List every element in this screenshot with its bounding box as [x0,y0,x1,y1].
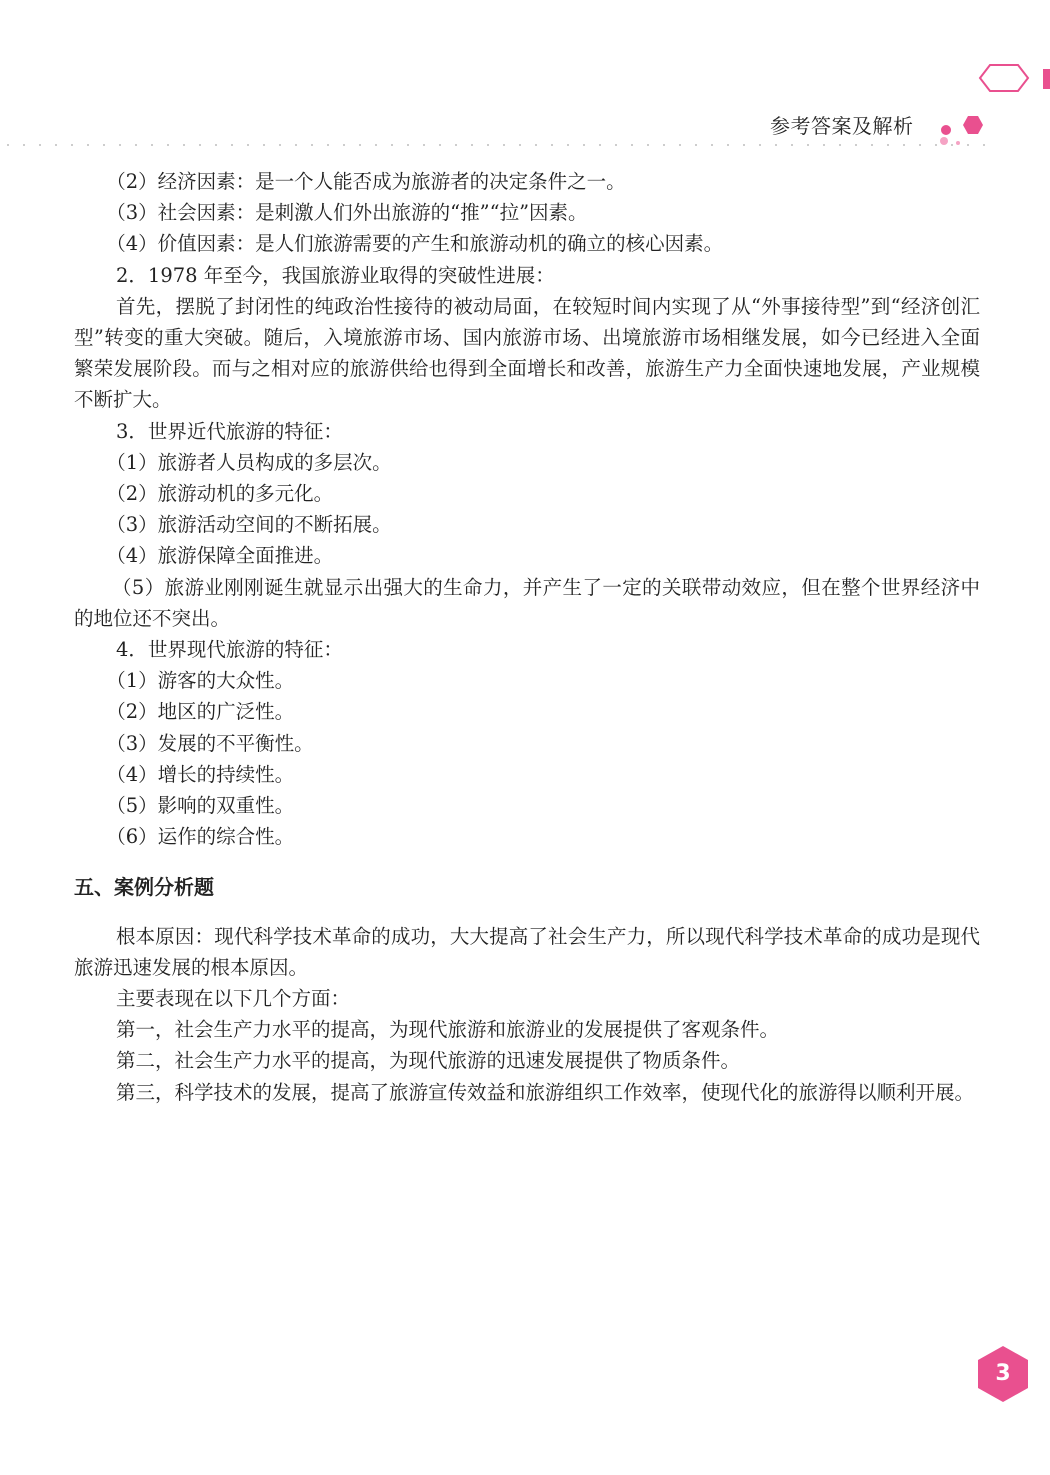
paragraph: （3）社会因素：是刺激人们外出旅游的“推”“拉”因素。 [106,201,588,225]
list-item: （2）旅游动机的多元化。 [106,482,334,506]
question-heading: 2．1978 年至今，我国旅游业取得的突破性进展： [116,263,555,287]
section-title: 五、案例分析题 [74,875,214,900]
question-heading: 3．世界近代旅游的特征： [116,419,343,443]
list-item: （4）增长的持续性。 [106,762,295,786]
page-number: 3 [995,1361,1011,1386]
list-item: （1）游客的大众性。 [106,669,295,693]
header-divider [0,144,990,146]
hexagon-small-icon [963,116,983,134]
list-item: （6）运作的综合性。 [106,825,295,849]
list-item: （3）旅游活动空间的不断拓展。 [106,513,392,537]
paragraph: 第二，社会生产力水平的提高，为现代旅游的迅速发展提供了物质条件。 [116,1049,741,1073]
paragraph: （4）价值因素：是人们旅游需要的产生和旅游动机的确立的核心因素。 [106,232,724,256]
page-content [74,166,980,1108]
list-item: （4）旅游保障全面推进。 [106,544,334,568]
list-item: （5）影响的双重性。 [106,794,295,818]
paragraph: 根本原因：现代科学技术革命的成功，大大提高了社会生产力，所以现代科学技术革命的成功是现代旅游迅速发展的根本原因。 [74,924,980,979]
hexagon-bar-icon [1043,69,1050,89]
hexagon-outline-icon [980,65,1028,91]
list-item: （3）发展的不平衡性。 [106,731,314,755]
dot-icon [941,125,951,135]
paragraph: 第三，科学技术的发展，提高了旅游宣传效益和旅游组织工作效率，使现代化的旅游得以顺利开展。 [116,1080,975,1104]
list-item: （2）地区的广泛性。 [106,700,295,724]
question-heading: 4．世界现代旅游的特征： [116,638,343,662]
paragraph: 第一，社会生产力水平的提高，为现代旅游和旅游业的发展提供了客观条件。 [116,1018,780,1042]
hexagon-decoration [930,55,1050,155]
paragraph: （2）经济因素：是一个人能否成为旅游者的决定条件之一。 [106,170,626,193]
paragraph: 首先，摆脱了封闭性的纯政治性接待的被动局面，在较短时间内实现了从“外事接待型”到“经济创汇型”转变的重大突破。随后，入境旅游市场、国内旅游市场、出境旅游市场相继发展，如今已经进入全面繁荣发展阶段。而与之相对应的旅游供给也得到全面增长和改善，旅游生产力全面快速地发展，产业规模不断扩大。 [74,294,980,412]
list-item: （5）旅游业刚刚诞生就显示出强大的生命力，并产生了一定的关联带动效应，但在整个世界经济中的地位还不突出。 [74,575,980,630]
header-title: 参考答案及解析 [770,114,914,138]
paragraph: 主要表现在以下几个方面： [116,987,351,1011]
page-number-badge [978,1346,1034,1402]
list-item: （1）旅游者人员构成的多层次。 [106,450,392,474]
